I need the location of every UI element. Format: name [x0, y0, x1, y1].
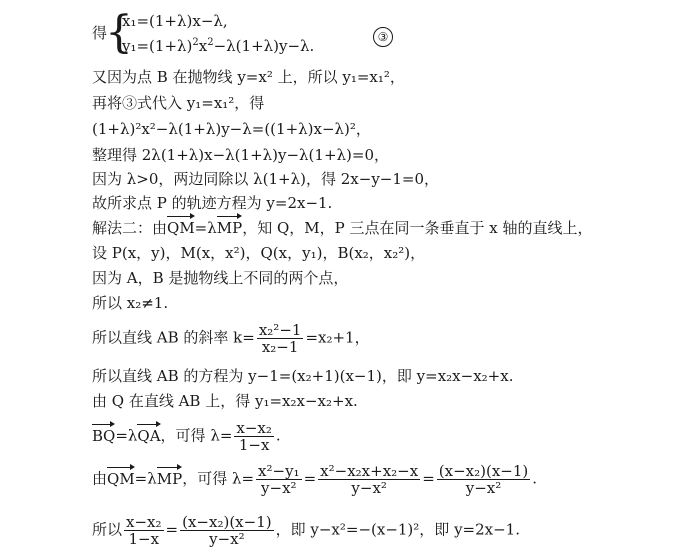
system-lead: 得: [92, 24, 108, 42]
vector-BQ: BQ: [92, 426, 116, 445]
line-13: 由 Q 在直线 AB 上，得 y₁=x₂x−x₂+x.: [92, 392, 358, 410]
line-5: 因为 λ>0，两边同除以 λ(1+λ)，得 2x−y−1=0，: [92, 170, 440, 188]
fraction-1: $\frac{\text{x²−y₁}}{\text{y−x²}}$: [258, 462, 300, 497]
vector-QM-2: QM: [107, 469, 135, 488]
line-6: 故所求点 P 的轨迹方程为 y=2x−1.: [92, 194, 333, 212]
vector-QA: QA: [137, 426, 161, 445]
line-8: 设 P(x，y)，M(x，x²)，Q(x，y₁)，B(x₂，x₂²)，: [92, 244, 426, 262]
line-12: 所以直线 AB 的方程为 y−1=(x₂+1)(x−1)，即 y=x₂x−x₂+x.: [92, 367, 514, 385]
line-2: 再将③式代入 y₁=x₁²，得: [92, 94, 265, 112]
lambda-fraction: $\frac{\text{x−x₂}}{1-x}$: [236, 419, 272, 454]
line-3: (1+λ)²x²−λ(1+λ)y−λ=((1+λ)x−λ)²，: [92, 120, 371, 138]
slope-fraction: $\frac{\text{x₂²−1}}{\text{x₂−1}}$: [258, 321, 302, 356]
line-9: 因为 A，B 是抛物线上不同的两个点，: [92, 269, 349, 287]
fraction-4: $\frac{\text{x−x₂}}{1-x}$: [126, 513, 162, 548]
line-14: BQ=λQA，可得 λ= $\frac{\text{x−x₂}}{1-x}$ .: [92, 419, 281, 454]
line-15: 由QM=λMP，可得 λ= $\frac{\text{x²−y₁}}{\text{y−x²}}$ = $\frac{\text{x²−x₂x+x₂−x}}{\text{y−x²}}$ = $\frac{\text{(x−x₂)(x−1)}}{\text{y−x²}}$ .: [92, 462, 538, 497]
line-7: 解法二：由QM=λMP，知 Q，M，P 三点在同一条垂直于 x 轴的直线上，: [92, 219, 593, 237]
vector-MP-2: MP: [156, 469, 183, 488]
line-16: 所以 $\frac{\text{x−x₂}}{1-x}$ = $\frac{\text{(x−x₂)(x−1)}}{\text{y−x²}}$ ，即 y−x²=−(x−1)²，即 y=2x−1.: [92, 513, 520, 548]
vector-QM: QM: [167, 219, 195, 237]
system-brace: {: [105, 7, 133, 58]
fraction-2: $\frac{\text{x²−x₂x+x₂−x}}{\text{y−x²}}$: [320, 462, 419, 497]
vector-MP: MP: [216, 219, 243, 237]
system-eq2: $y_1=(1+\lambda)^2x^2-\lambda(1+\lambda)y-\lambda$.: [122, 37, 315, 55]
fraction-5: $\frac{\text{(x−x₂)(x−1)}}{\text{y−x²}}$: [182, 513, 272, 548]
line-4: 整理得 2λ(1+λ)x−λ(1+λ)y−λ(1+λ)=0，: [92, 146, 389, 164]
equation-tag: ③: [373, 27, 393, 47]
line-10: 所以 x₂≠1.: [92, 294, 169, 312]
line-1: 又因为点 B 在抛物线 y=x² 上，所以 y₁=x₁²，: [92, 68, 405, 86]
fraction-3: $\frac{\text{(x−x₂)(x−1)}}{\text{y−x²}}$: [438, 462, 529, 497]
system-eq1: x₁=(1+λ)x−λ,: [122, 12, 228, 30]
line-11: 所以直线 AB 的斜率 k= $\frac{\text{x₂²−1}}{\text{x₂−1}}$ =x₂+1，: [92, 321, 370, 356]
